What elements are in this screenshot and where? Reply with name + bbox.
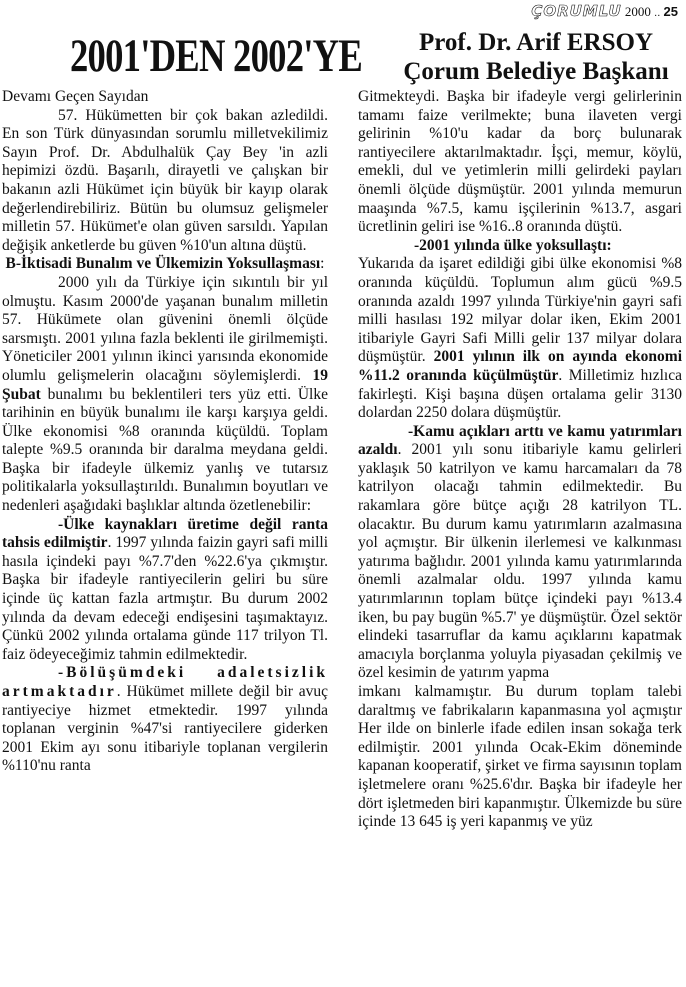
paragraph [2, 516, 328, 665]
masthead [531, 2, 678, 20]
masthead-dots: .. [654, 7, 661, 19]
headline: 2001'DEN 2002'YE [70, 30, 363, 82]
paragraph [358, 423, 682, 683]
paragraph-text: . Milletimiz hızlıca fakirleşti. Kişi başına düşen ortalama gelir 3130 dolardan 2250 dolara düşmüştür. [358, 366, 682, 422]
paragraph-text: . 1997 yılında faizin gayri safi milli hasıla içindeki payı %7.7'den %22.6'ya çıkmıştır. Başka bir ifadeyle rantiyecilerin geliri bu süre içinde üç kattan fazla artmıştır. Bu durum 2002 yılında da devam edeceği endişesini taşımaktayız. Çünkü 2002 yılında ortalama günde 117 trilyon Tl. faiz ödeyeceğimiz tahmin edilmektedir. [2, 534, 329, 663]
paragraph-text: Yukarıda da işaret edildiği gibi ülke ekonomisi %8 oranında küçüldü. Toplumun alım gücü %9.5 oranında azaldı 1997 yılında Türkiye'nin gayri safi milli hasılası 192 milyar dolar iken, Ekim 2001 itibariyle Gayri Safi Milli gelir 137 milyar dolara düşmüştür. [358, 255, 682, 366]
subheading [358, 237, 682, 256]
bold-phrase: 19 Şubat [2, 366, 329, 403]
paragraph-text: bunalımı bu beklentileri ters yüz etti. Ülke tarihinin en büyük bunalımı ile karşı karşıya geldi. Ülke ekonomisi %8 oranında küçüldü. Toplam talepte %9.5 oranında bir daralma meydana geldi. Başka bir ifadeyle ülkemiz yanlış ve tutarsız politikalarla yoksullaştırıldı. Bunalımın boyutları ve nedenleri aşağıdaki başlıklar altında özetlenebilir: [2, 385, 328, 515]
subheading: -Ülke kaynakları üretime değil ranta tahsis edilmiştir [2, 515, 328, 552]
bold-phrase: 2001 yılının ilk on ayında ekonomi %11.2 oranında küçülmüştür [358, 348, 682, 384]
left-column [2, 88, 328, 776]
paragraph: Gitmekteydi. Başka bir ifadeyle vergi gelirlerinin tamamı faize verilmekte; buna ilaveten vergi gelirinin %10'u kadar da borç bulunarak rantiyecilere aktarılmaktadır. İşçi, memur, köylü, emekli, dul ve yetimlerin milli gelirdeki payları önemli ölçüde düşmüştür. 2001 yılında memurun maaşında %7.5, kamu işçilerinin %13.7, asgari ücretlinin geliri ise %16..8 oranında düştü. [358, 88, 682, 236]
subheading-text: -2001 yılında ülke yoksullaştı: [414, 236, 612, 254]
masthead-year: 2000 [624, 4, 651, 19]
byline [386, 28, 686, 86]
section-heading [2, 255, 328, 274]
paragraph [358, 255, 682, 422]
paragraph-text: . 2001 yılı sonu itibariyle kamu gelirleri yaklaşık 50 katrilyon ve kamu harcamaları da 78 katrilyon olacağı tahmin edilmektedir. Bu rakamlara göre bütçe açığı 28 katrilyon TL. olacaktır. Bu durum kamu yatırımların azalmasına yol açmıştır. Bir ülkenin ilerlemesi ve kalkınması yatırıma bağlıdır. 2001 yılında kamu yatırımlarında önemli azalmalar oldu. 1997 yılında kamu yatırımlarının toplam bütçe içindeki payı %13.4 iken, bu pay bugün %5.7' ye düşmüştür. Özel sektör elindeki tasarruflar da kamu açıklarını kapatmak amacıyla borçlanma yoluyla piyasadan çekilmiş ve özel kesimin de yatırım yapma [358, 441, 682, 682]
paragraph: 57. Hükümetten bir çok bakan azledildi. En son Türk dünyasından sorumlu milletvekilimiz Sayın Prof. Dr. Abdulhalük Çay Bey 'in azli hepimizi özdü. Başarılı, dirayetli ve çalışkan bir bakanın azli Hükümet için büyük bir kayıp olarak değerlendirebiliriz. Bütün bu olumsuz gelişmeler milletin 57. Hükümet'e olan güven sarsıldı. Yapılan değişik anketlerde bu güven %10'un altına düştü. [2, 106, 328, 254]
section-heading-colon: : [320, 255, 325, 273]
page-number: 25 [663, 4, 678, 19]
subheading: -Bölüşümdeki adaletsizlik artmaktadır [2, 664, 328, 700]
subheading: -Kamu açıkları arttı ve kamu yatırımları azaldı [358, 422, 682, 459]
masthead-brand: ÇORUMLU [531, 2, 622, 20]
paragraph [2, 664, 328, 776]
paragraph: imkanı kalmamıştır. Bu durum toplam talebi daraltmış ve fabrikaların kapanmasına yol açmıştır Her ilde on binlerle ifade edilen insan sokağa terk edilmiştir. 2001 yılında Ocak-Ekim döneminde kapanan kooperatif, şirket ve firma sayısının toplam işletmelere oranı %25.6'dır. Başka bir ifadeyle her dört işletmeden biri kapanmıştır. Ülkemizde bu süre içinde 13 645 iş yeri kapanmış ve yüz [358, 683, 682, 831]
paragraph [2, 274, 328, 516]
author-title: Çorum Belediye Başkanı [403, 58, 669, 85]
right-column [358, 88, 682, 832]
paragraph-text: 2000 yılı da Türkiye için sıkıntılı bir yıl olmuştu. Kasım 2000'de yaşanan bunalım milletin 57. Hükümete olan güvenini önemli ölçüde sarsmıştı. 2001 yılına fazla beklenti ile girilmemişti. Yöneticiler 2001 yılının ikinci yarısında ekonomide olumlu gelişmelerin olacağını söylemişlerdi. [2, 273, 328, 384]
section-heading-text: B-İktisadi Bunalım ve Ülkemizin Yoksullaşması [5, 255, 321, 273]
author-name: Prof. Dr. Arif ERSOY [418, 29, 654, 56]
paragraph-text: . Hükümet millete değil bir avuç rantiyeciye hizmet etmektedir. 1997 yılında toplanan verginin %47'si rantiyecilere giderken 2001 Ekim ayı sonu itibariyle toplanan vergilerin %110'nu ranta [2, 683, 328, 775]
continued-note: Devamı Geçen Sayıdan [2, 88, 149, 105]
